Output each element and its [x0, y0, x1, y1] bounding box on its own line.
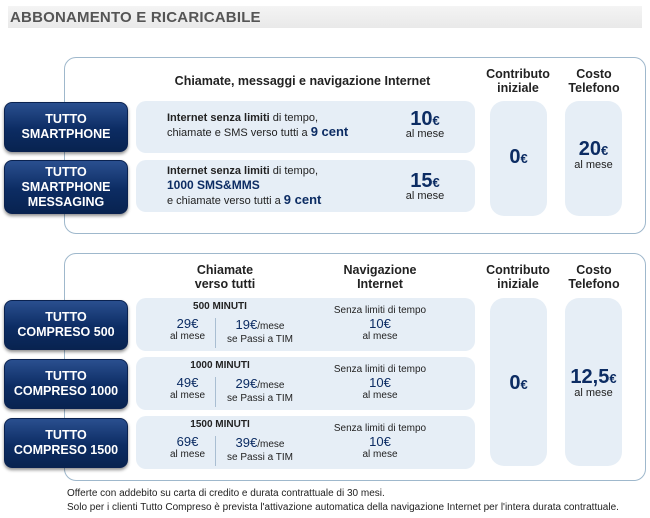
plan-button-tutto-smartphone-messaging[interactable]: TUTTO SMARTPHONE MESSAGING: [4, 160, 128, 214]
plan500-divider: [215, 318, 216, 348]
bottom-header-calls: Chiamate verso tutti: [194, 263, 256, 291]
plan1500-minutes: 1500 MINUTI: [190, 419, 250, 430]
plan1000-tim: 29€/mese se Passi a TIM: [227, 376, 293, 404]
plan1000-minutes: 1000 MINUTI: [190, 360, 250, 371]
plan1500-nav: Senza limiti di tempo 10€ al mese: [333, 423, 427, 460]
plan1000-price: 49€ al mese: [169, 375, 205, 401]
plan1000-divider: [215, 377, 216, 407]
plan-button-tutto-compreso-1000[interactable]: TUTTO COMPRESO 1000: [4, 359, 128, 409]
footer-note-1: Offerte con addebito su carta di credito e durata contrattuale di 30 mesi.: [67, 488, 385, 499]
plan2-price: 15€ al mese: [405, 170, 445, 202]
bottom-contrib-value: 0€: [509, 372, 528, 394]
plan1-price: 10€ al mese: [405, 108, 445, 140]
plan1000-nav: Senza limiti di tempo 10€ al mese: [333, 364, 427, 401]
top-header-main: Chiamate, messaggi e navigazione Internet: [174, 74, 431, 88]
plan1500-divider: [215, 436, 216, 466]
plan500-price: 29€ al mese: [169, 316, 205, 342]
top-contrib-value: 0€: [509, 146, 528, 168]
plan500-minutes: 500 MINUTI: [193, 301, 247, 312]
plan500-tim: 19€/mese se Passi a TIM: [227, 317, 293, 345]
bottom-header-nav: Navigazione Internet: [343, 263, 417, 291]
top-header-phone: Costo Telefono: [568, 67, 620, 95]
page-title: ABBONAMENTO E RICARICABILE: [10, 9, 261, 26]
top-phone-value: 20€ al mese: [574, 138, 613, 171]
plan1500-price: 69€ al mese: [169, 434, 205, 460]
bottom-header-phone: Costo Telefono: [568, 263, 620, 291]
bottom-header-contrib: Contributo iniziale: [486, 263, 550, 291]
plan-button-tutto-compreso-500[interactable]: TUTTO COMPRESO 500: [4, 300, 128, 350]
plan2-desc: Internet senza limiti di tempo, 1000 SMS&MMS e chiamate verso tutti a 9 cent: [167, 165, 322, 207]
footer-note-2: Solo per i clienti Tutto Compreso è prevista l'attivazione automatica della navigazione Internet per l'intera durata contrattuale.: [67, 502, 619, 513]
top-header-contrib: Contributo iniziale: [486, 67, 550, 95]
plan1500-tim: 39€/mese se Passi a TIM: [227, 435, 293, 463]
bottom-phone-value: 12,5€ al mese: [570, 366, 617, 399]
plan1-desc: Internet senza limiti di tempo, chiamate e SMS verso tutti a 9 cent: [167, 112, 349, 139]
plan500-nav: Senza limiti di tempo 10€ al mese: [333, 305, 427, 342]
plan-button-tutto-smartphone[interactable]: TUTTO SMARTPHONE: [4, 102, 128, 152]
plan-button-tutto-compreso-1500[interactable]: TUTTO COMPRESO 1500: [4, 418, 128, 468]
